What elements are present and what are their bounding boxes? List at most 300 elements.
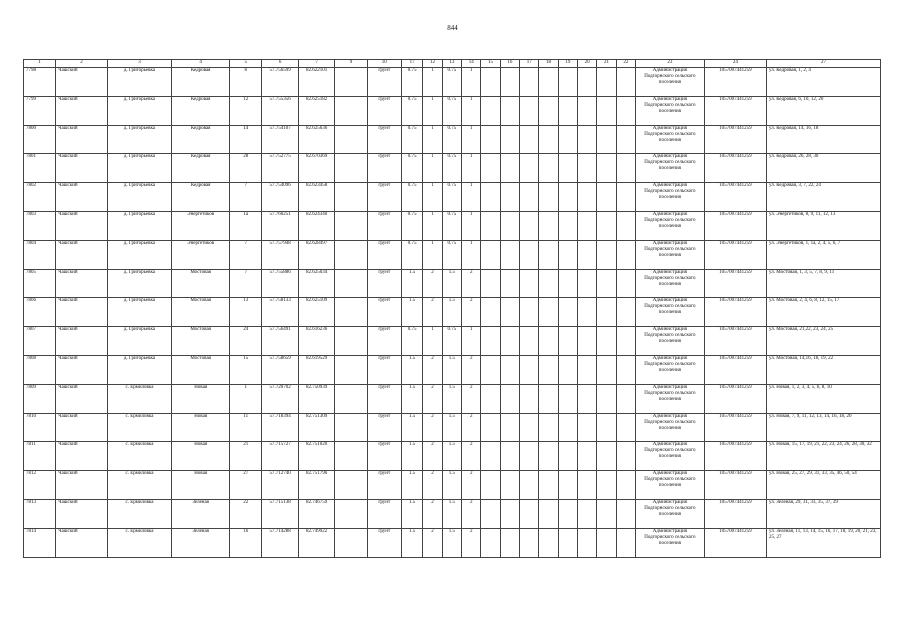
empty-cell [539,413,558,442]
empty-cell [335,68,367,97]
width-cell: 0.75 [401,96,422,125]
empty-cell [597,355,616,384]
value-cell: 1 [462,211,481,240]
ogrn-cell: 1057007441259 [704,442,766,471]
surface-cell: грунт [367,269,401,298]
empty-cell [481,327,500,356]
empty-cell [481,211,500,240]
surface-cell: грунт [367,68,401,97]
empty-cell [558,413,577,442]
longitude-cell: 82.622101 [298,68,335,97]
row-id-cell: 7812 [24,471,56,500]
empty-cell [481,125,500,154]
house-number-cell: 27 [230,471,262,500]
longitude-cell: 82.625109 [298,298,335,327]
longitude-cell: 82.670369 [298,154,335,183]
empty-cell [597,183,616,212]
house-number-cell: 14 [230,125,262,154]
locality-cell: д. Григорьевка [107,269,171,298]
column-header: 21 [597,60,616,68]
empty-cell [597,471,616,500]
empty-cell [578,211,597,240]
value-cell: 0.75 [442,240,461,269]
empty-cell [558,442,577,471]
empty-cell [481,413,500,442]
empty-cell [558,499,577,528]
empty-cell [558,125,577,154]
empty-cell [539,442,558,471]
ogrn-cell: 1057007441259 [704,125,766,154]
ogrn-cell: 1057007441259 [704,413,766,442]
value-cell: 1 [462,68,481,97]
row-id-cell: 7802 [24,183,56,212]
empty-cell [558,96,577,125]
lanes-cell: 2 [423,269,442,298]
row-id-cell: 7807 [24,327,56,356]
ogrn-cell: 1057007441259 [704,471,766,500]
empty-cell [558,327,577,356]
street-cell: Мостовая [172,355,230,384]
latitude-cell: 57.712740 [262,471,299,500]
empty-cell [539,528,558,557]
empty-cell [558,528,577,557]
empty-cell [500,413,519,442]
district-cell: Чашский [56,327,108,356]
empty-cell [597,68,616,97]
house-number-cell: 15 [230,355,262,384]
street-cell: Мостовая [172,298,230,327]
value-cell: 1.5 [442,442,461,471]
empty-cell [520,471,539,500]
empty-cell [578,68,597,97]
table-row [24,269,881,298]
column-header: 13 [442,60,461,68]
empty-cell [616,384,635,413]
latitude-cell: 57.756491 [262,327,299,356]
column-header: 2 [56,60,108,68]
empty-cell [481,96,500,125]
longitude-cell: 82.624340 [298,211,335,240]
row-id-cell: 7799 [24,96,56,125]
column-header: 15 [481,60,500,68]
empty-cell [597,269,616,298]
empty-cell [558,269,577,298]
column-header: 4 [172,60,230,68]
lanes-cell: 2 [423,499,442,528]
surface-cell: грунт [367,240,401,269]
empty-cell [539,240,558,269]
addresses-cell: ул. Кедровая, 3, 7, 22, 24 [767,183,881,212]
column-header: 14 [462,60,481,68]
ogrn-cell: 1057007441259 [704,499,766,528]
width-cell: 1.5 [401,269,422,298]
page-number: 844 [447,24,458,32]
column-header: 24 [704,60,766,68]
street-cell: Энергетиков [172,211,230,240]
lanes-cell: 2 [423,413,442,442]
empty-cell [578,442,597,471]
empty-cell [520,499,539,528]
empty-cell [481,471,500,500]
longitude-cell: 82.625034 [298,269,335,298]
ogrn-cell: 1057007441259 [704,355,766,384]
addresses-cell: ул. Новая, 1, 2, 3, 4, 5, 6, 8, 10 [767,384,881,413]
column-header: 16 [500,60,519,68]
empty-cell [481,240,500,269]
longitude-cell: 82.750939 [298,384,335,413]
empty-cell [335,183,367,212]
empty-cell [616,298,635,327]
column-header: 17 [520,60,539,68]
empty-cell [520,413,539,442]
district-cell: Чашский [56,154,108,183]
empty-cell [335,413,367,442]
locality-cell: с. Ермиловка [107,499,171,528]
empty-cell [558,471,577,500]
administration-cell: Администрация Подгорнского сельского поселения [636,528,705,557]
value-cell: 1.5 [442,269,461,298]
empty-cell [558,211,577,240]
table-row [24,499,881,528]
locality-cell: с. Ермиловка [107,528,171,557]
empty-cell [335,298,367,327]
empty-cell [520,384,539,413]
width-cell: 1.5 [401,499,422,528]
empty-cell [539,355,558,384]
empty-cell [578,154,597,183]
latitude-cell: 57.755356 [262,96,299,125]
empty-cell [500,183,519,212]
empty-cell [597,211,616,240]
empty-cell [539,125,558,154]
surface-cell: грунт [367,125,401,154]
latitude-cell: 57.754096 [262,183,299,212]
empty-cell [500,471,519,500]
value-cell: 1 [462,183,481,212]
row-id-cell: 7801 [24,154,56,183]
house-number-cell: 22 [230,499,262,528]
empty-cell [481,384,500,413]
administration-cell: Администрация Подгорнского сельского поселения [636,68,705,97]
column-header: 6 [262,60,299,68]
administration-cell: Администрация Подгорнского сельского поселения [636,471,705,500]
district-cell: Чашский [56,68,108,97]
longitude-cell: 82.625636 [298,125,335,154]
administration-cell: Администрация Подгорнского сельского поселения [636,413,705,442]
longitude-cell: 82.749922 [298,528,335,557]
width-cell: 1.5 [401,471,422,500]
row-id-cell: 7800 [24,125,56,154]
width-cell: 1.5 [401,384,422,413]
value-cell: 1.5 [442,355,461,384]
empty-cell [481,183,500,212]
surface-cell: грунт [367,499,401,528]
lanes-cell: 1 [423,183,442,212]
empty-cell [616,269,635,298]
empty-cell [520,528,539,557]
empty-cell [597,442,616,471]
empty-cell [520,442,539,471]
width-cell: 1.5 [401,413,422,442]
table-row [24,154,881,183]
row-id-cell: 7803 [24,211,56,240]
value-cell: 2 [462,499,481,528]
addresses-cell: ул. Новая, 7, 9, 11, 12, 13, 14, 16, 18, 20 [767,413,881,442]
empty-cell [481,355,500,384]
empty-cell [520,298,539,327]
empty-cell [616,68,635,97]
column-header: 17 [401,60,422,68]
latitude-cell: 57.756599 [262,68,299,97]
lanes-cell: 1 [423,211,442,240]
empty-cell [500,68,519,97]
district-cell: Чашский [56,96,108,125]
longitude-cell: 82.619529 [298,355,335,384]
lanes-cell: 1 [423,327,442,356]
house-number-cell: 12 [230,96,262,125]
empty-cell [597,384,616,413]
empty-cell [335,355,367,384]
value-cell: 0.75 [442,154,461,183]
administration-cell: Администрация Подгорнского сельского поселения [636,96,705,125]
latitude-cell: 57.752775 [262,154,299,183]
addresses-cell: ул. Зеленая, 29, 31, 33, 35, 37, 39 [767,499,881,528]
ogrn-cell: 1057007441259 [704,154,766,183]
empty-cell [558,298,577,327]
empty-cell [335,384,367,413]
street-cell: Кедровая [172,68,230,97]
column-header: 12 [423,60,442,68]
surface-cell: грунт [367,211,401,240]
row-id-cell: 7814 [24,528,56,557]
value-cell: 0.75 [442,68,461,97]
administration-cell: Администрация Подгорнского сельского поселения [636,183,705,212]
table-row [24,125,881,154]
empty-cell [500,211,519,240]
lanes-cell: 2 [423,471,442,500]
latitude-cell: 57.714288 [262,528,299,557]
longitude-cell: 82.616236 [298,327,335,356]
empty-cell [558,355,577,384]
locality-cell: с. Ермиловка [107,384,171,413]
longitude-cell: 82.751020 [298,442,335,471]
empty-cell [520,96,539,125]
locality-cell: д. Григорьевка [107,327,171,356]
locality-cell: д. Григорьевка [107,355,171,384]
lanes-cell: 1 [423,125,442,154]
addresses-cell: ул. Мостовая, 1, 3, 5, 7, 8, 9, 11 [767,269,881,298]
table-row [24,240,881,269]
locality-cell: д. Григорьевка [107,96,171,125]
house-number-cell: 28 [230,154,262,183]
value-cell: 1.5 [442,298,461,327]
lanes-cell: 2 [423,298,442,327]
empty-cell [500,355,519,384]
empty-cell [481,442,500,471]
empty-cell [500,384,519,413]
administration-cell: Администрация Подгорнского сельского поселения [636,211,705,240]
empty-cell [539,471,558,500]
row-id-cell: 7805 [24,269,56,298]
table-header [24,60,881,68]
ogrn-cell: 1057007441259 [704,183,766,212]
empty-cell [500,298,519,327]
column-header: 23 [636,60,705,68]
empty-cell [578,528,597,557]
empty-cell [558,384,577,413]
table-row [24,384,881,413]
empty-cell [597,125,616,154]
empty-cell [539,269,558,298]
house-number-cell: 1а [230,211,262,240]
surface-cell: грунт [367,154,401,183]
empty-cell [616,499,635,528]
empty-cell [500,125,519,154]
value-cell: 0.75 [442,211,461,240]
district-cell: Чашский [56,471,108,500]
column-header: 27 [767,60,881,68]
column-header: 22 [616,60,635,68]
house-number-cell: 7 [230,269,262,298]
district-cell: Чашский [56,183,108,212]
empty-cell [335,154,367,183]
empty-cell [335,442,367,471]
empty-cell [539,96,558,125]
empty-cell [335,499,367,528]
empty-cell [500,240,519,269]
locality-cell: д. Григорьевка [107,211,171,240]
empty-cell [616,125,635,154]
value-cell: 1.5 [442,499,461,528]
empty-cell [335,211,367,240]
empty-cell [578,471,597,500]
lanes-cell: 2 [423,384,442,413]
administration-cell: Администрация Подгорнского сельского поселения [636,298,705,327]
value-cell: 1.5 [442,384,461,413]
empty-cell [481,499,500,528]
empty-cell [616,471,635,500]
lanes-cell: 1 [423,96,442,125]
empty-cell [597,327,616,356]
longitude-cell: 82.751309 [298,413,335,442]
ogrn-cell: 1057007441259 [704,68,766,97]
locality-cell: д. Григорьевка [107,240,171,269]
surface-cell: грунт [367,528,401,557]
empty-cell [335,240,367,269]
addresses-cell: ул. Энергетиков, 1, 1а, 2, 4, 5, 6, 7 [767,240,881,269]
empty-cell [616,413,635,442]
latitude-cell: 57.758659 [262,355,299,384]
addresses-cell: ул. Кедровая, 26, 28, 30 [767,154,881,183]
column-header: 5 [230,60,262,68]
empty-cell [520,327,539,356]
latitude-cell: 57.754107 [262,125,299,154]
value-cell: 2 [462,269,481,298]
lanes-cell: 1 [423,154,442,183]
table-row [24,413,881,442]
addresses-cell: ул. Новая, 25, 27, 29, 31, 33, 35, 46, 50, 54 [767,471,881,500]
latitude-cell: 57.715138 [262,499,299,528]
latitude-cell: 57.720702 [262,384,299,413]
longitude-cell: 82.625182 [298,96,335,125]
empty-cell [500,499,519,528]
empty-cell [539,183,558,212]
table-row [24,471,881,500]
house-number-cell: 13 [230,298,262,327]
lanes-cell: 2 [423,442,442,471]
lanes-cell: 2 [423,528,442,557]
street-cell: Мостовая [172,269,230,298]
empty-cell [539,384,558,413]
table-row [24,355,881,384]
ogrn-cell: 1057007441259 [704,528,766,557]
administration-cell: Администрация Подгорнского сельского поселения [636,442,705,471]
locality-cell: д. Григорьевка [107,154,171,183]
empty-cell [578,183,597,212]
row-id-cell: 7806 [24,298,56,327]
administration-cell: Администрация Подгорнского сельского поселения [636,499,705,528]
empty-cell [616,442,635,471]
street-cell: Кедровая [172,96,230,125]
street-cell: Новая [172,384,230,413]
district-cell: Чашский [56,499,108,528]
empty-cell [481,269,500,298]
empty-cell [520,154,539,183]
administration-cell: Администрация Подгорнского сельского поселения [636,240,705,269]
administration-cell: Администрация Подгорнского сельского поселения [636,154,705,183]
empty-cell [481,298,500,327]
empty-cell [500,442,519,471]
row-id-cell: 7813 [24,499,56,528]
empty-cell [616,327,635,356]
table-row [24,211,881,240]
value-cell: 2 [462,355,481,384]
row-id-cell: 7811 [24,442,56,471]
value-cell: 1 [462,96,481,125]
surface-cell: грунт [367,442,401,471]
empty-cell [597,528,616,557]
table-row [24,442,881,471]
value-cell: 1.5 [442,471,461,500]
empty-cell [616,154,635,183]
surface-cell: грунт [367,298,401,327]
value-cell: 1.5 [442,528,461,557]
house-number-cell: 24 [230,327,262,356]
width-cell: 1.5 [401,528,422,557]
empty-cell [335,125,367,154]
table-row [24,298,881,327]
value-cell: 1 [462,240,481,269]
house-number-cell: 7 [230,183,262,212]
column-header: 9 [335,60,367,68]
empty-cell [335,471,367,500]
column-number-row [24,60,881,68]
ogrn-cell: 1057007441259 [704,384,766,413]
table-row [24,528,881,557]
district-cell: Чашский [56,298,108,327]
locality-cell: д. Григорьевка [107,183,171,212]
administration-cell: Администрация Подгорнского сельского поселения [636,269,705,298]
empty-cell [335,96,367,125]
empty-cell [539,211,558,240]
empty-cell [520,211,539,240]
district-cell: Чашский [56,442,108,471]
width-cell: 0.75 [401,125,422,154]
column-header: 3 [107,60,171,68]
row-id-cell: 7804 [24,240,56,269]
value-cell: 0.75 [442,327,461,356]
addresses-cell: ул. Кедровая, 1, 2, 4 [767,68,881,97]
